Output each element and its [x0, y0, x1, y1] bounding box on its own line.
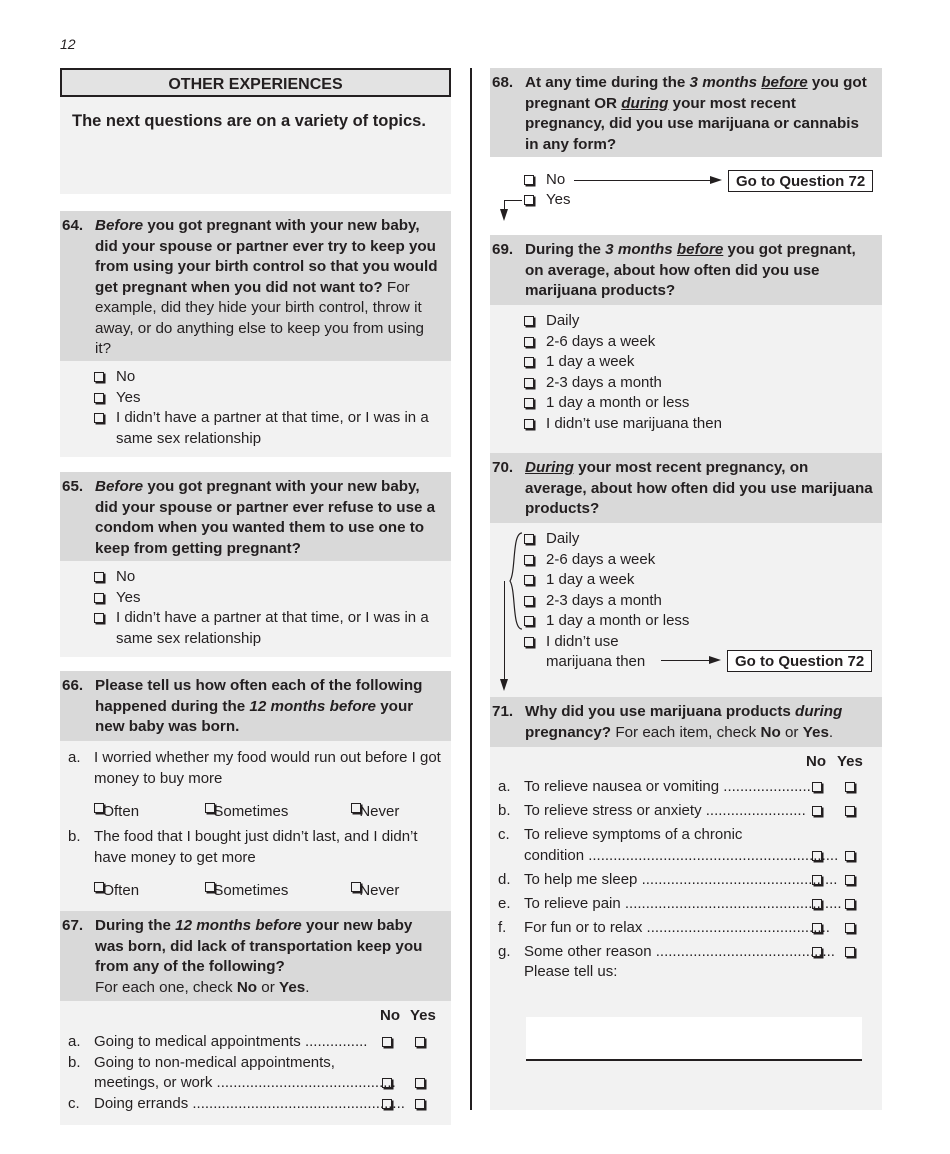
- q69-options: [490, 305, 882, 453]
- checkbox[interactable]: [94, 613, 104, 623]
- page-number: 12: [60, 36, 76, 52]
- q69-option-daily[interactable]: [490, 311, 882, 332]
- item-text: To relieve symptoms of a chronic: [524, 826, 743, 843]
- checkbox-yes[interactable]: [415, 1037, 425, 1047]
- option-label: Never: [359, 803, 400, 820]
- question-number: 69.: [492, 241, 514, 258]
- arrow-right-icon: [710, 176, 722, 184]
- item-letter: c.: [498, 826, 510, 843]
- question-text: At any time during the: [525, 74, 690, 91]
- emphasis: 3 months: [689, 74, 762, 91]
- checkbox[interactable]: [524, 616, 534, 626]
- checkbox[interactable]: [524, 398, 534, 408]
- q71-row-e: [490, 894, 882, 918]
- q64-option-yes[interactable]: [60, 388, 451, 409]
- option-never[interactable]: [351, 799, 400, 820]
- option-label: 2-3 days a month: [546, 373, 662, 391]
- checkbox-no[interactable]: [812, 782, 822, 792]
- checkbox[interactable]: [524, 637, 534, 647]
- item-text: To help me sleep ...............................................: [524, 870, 838, 888]
- q70-option-2-6-days[interactable]: [490, 550, 882, 571]
- option-label: Yes: [116, 388, 141, 406]
- checkbox[interactable]: [524, 378, 534, 388]
- question-70: [490, 453, 882, 523]
- item-text: Some other reason ...........................................: [524, 942, 835, 960]
- question-text: you got pregnant, on average, about how often did you use marijuana products?: [525, 241, 856, 299]
- question-text: During the: [95, 917, 176, 934]
- question-example: For example, did they hide your birth control, throw it away, or do anything else to keep you from using it?: [95, 278, 424, 357]
- emphasis: 12 months before: [175, 917, 302, 934]
- item-letter: b.: [68, 828, 81, 845]
- q69-option-2-6-days[interactable]: [490, 332, 882, 353]
- option-label: I didn’t have a partner at that time, or I was in a same sex relationship: [116, 609, 429, 647]
- question-64: [60, 211, 451, 361]
- q66-item-b: [60, 827, 451, 868]
- option-label: Often: [102, 882, 140, 899]
- left-column: [60, 68, 451, 1125]
- instruction-text: For each one, check: [95, 978, 237, 996]
- checkbox[interactable]: [524, 357, 534, 367]
- emphasis: 12 months before: [249, 697, 376, 715]
- skip-arrow-line: [574, 180, 710, 181]
- emphasis: Before: [95, 217, 144, 234]
- question-66: [60, 671, 451, 741]
- q71-row-b: [490, 801, 882, 825]
- question-text: you got pregnant with your new baby, did your spouse or partner ever try to keep you from using your birth control so that you would get pregnant when you did not want to?: [95, 217, 438, 296]
- checkbox[interactable]: [524, 596, 534, 606]
- q69-option-2-3-days-month[interactable]: [490, 373, 882, 394]
- item-letter: b.: [68, 1053, 81, 1071]
- question-67: [60, 911, 451, 1001]
- checkbox-no[interactable]: [382, 1078, 392, 1088]
- checkbox-no[interactable]: [812, 875, 822, 885]
- option-label: No: [546, 171, 566, 188]
- section-intro: The next questions are on a variety of topics.: [60, 97, 451, 194]
- section-title: OTHER EXPERIENCES: [60, 68, 451, 97]
- column-no: No: [380, 1007, 400, 1024]
- item-letter: c.: [68, 1094, 80, 1112]
- item-letter: g.: [498, 942, 511, 960]
- q68-option-yes[interactable]: [490, 190, 570, 211]
- q64-option-no[interactable]: [60, 367, 451, 388]
- q65-options: [60, 561, 451, 657]
- option-often[interactable]: [94, 799, 140, 820]
- checkbox[interactable]: [94, 593, 104, 603]
- q67-row-a: [60, 1032, 451, 1053]
- checkbox-no[interactable]: [812, 899, 822, 909]
- question-text: you got pregnant with your new baby, did your spouse or partner ever refuse to use a condom when you wanted them to use one to keep from getting pregnant?: [95, 478, 436, 557]
- goto-question-72[interactable]: Go to Question 72: [728, 170, 873, 192]
- item-letter: b.: [498, 802, 511, 819]
- option-label: Often: [102, 803, 140, 820]
- option-label: No: [116, 368, 136, 385]
- checkbox[interactable]: [94, 572, 104, 582]
- question-text: you got pregnant OR: [525, 74, 867, 112]
- option-label: No: [116, 568, 136, 585]
- checkbox[interactable]: [94, 393, 104, 403]
- q70-option-2-3-days-month[interactable]: [490, 591, 882, 612]
- item-text: Going to medical appointments ...............: [94, 1033, 368, 1050]
- instruction-text: For each item, check: [611, 723, 761, 741]
- q66-b-frequency: [60, 874, 451, 902]
- checkbox-no[interactable]: [812, 851, 822, 861]
- item-letter: a.: [498, 778, 511, 795]
- column-yes: Yes: [837, 753, 863, 770]
- option-label: 1 day a week: [546, 571, 635, 588]
- item-text: Going to non-medical appointments,: [94, 1053, 335, 1071]
- item-text: To relieve pain ....................................................: [524, 894, 842, 912]
- question-number: 64.: [62, 217, 84, 234]
- option-label: Yes: [116, 588, 141, 606]
- q67-row-c: [60, 1094, 451, 1115]
- question-text: your new baby was born, did lack of transportation keep you from any of the following?: [95, 917, 423, 975]
- emphasis-underline: before: [676, 241, 724, 258]
- question-text: your most recent pregnancy, did you use marijuana or cannabis in any form?: [525, 94, 859, 153]
- question-text: your most recent pregnancy, on average, about how often did you use marijuana products?: [525, 459, 873, 517]
- option-sometimes[interactable]: [205, 878, 289, 899]
- checkbox-no[interactable]: [812, 923, 822, 933]
- column-divider: [470, 68, 472, 1110]
- q66-a-frequency: [60, 795, 451, 823]
- emphasis-underline: before: [761, 74, 808, 91]
- q69-option-1-day-month[interactable]: [490, 393, 882, 414]
- instruction-or: or: [257, 978, 280, 996]
- arrow-down-icon: [500, 209, 508, 221]
- checkbox[interactable]: [524, 419, 534, 429]
- emphasis: Before: [95, 478, 144, 495]
- option-label: I didn’t use: [546, 632, 619, 650]
- question-71: [490, 697, 882, 747]
- item-letter: d.: [498, 870, 511, 888]
- question-number: 68.: [492, 74, 514, 91]
- question-text: Please tell us how often each of the following happened during the: [95, 677, 423, 715]
- q71-row-c: [490, 825, 882, 846]
- question-text: pregnancy?: [525, 723, 612, 741]
- tell-us-label: Please tell us:: [524, 963, 618, 980]
- instruction-no: No: [236, 978, 258, 996]
- question-65: [60, 472, 451, 561]
- option-label: 2-6 days a week: [546, 332, 656, 350]
- question-number: 67.: [62, 917, 84, 934]
- q68-option-no[interactable]: [490, 170, 565, 191]
- question-text: your new baby was born.: [95, 697, 414, 735]
- bracket-icon: [508, 531, 524, 631]
- skip-arrow-line: [661, 660, 709, 661]
- checkbox[interactable]: [524, 575, 534, 585]
- checkbox-yes[interactable]: [845, 782, 855, 792]
- item-text: To relieve stress or anxiety ........................: [524, 802, 806, 819]
- option-label: Daily: [546, 312, 580, 329]
- q71-column-headers: [490, 753, 882, 775]
- option-label: Sometimes: [213, 803, 289, 820]
- option-label: 1 day a month or less: [546, 394, 690, 411]
- emphasis-underline: During: [525, 459, 574, 476]
- item-text: condition ............................................................: [524, 846, 839, 864]
- item-text: To relieve nausea or vomiting .....................: [524, 778, 811, 795]
- checkbox-yes[interactable]: [845, 875, 855, 885]
- checkbox-no[interactable]: [812, 806, 822, 816]
- option-often[interactable]: [94, 878, 140, 899]
- option-label: 2-3 days a month: [546, 591, 662, 609]
- option-label: I didn’t use marijuana then: [546, 414, 722, 432]
- q71-row-d: [490, 870, 882, 894]
- q66-items: [60, 741, 451, 911]
- checkbox[interactable]: [524, 555, 534, 565]
- q70-option-1-day-week[interactable]: [490, 570, 882, 591]
- q71-row-c-cont: [490, 846, 882, 870]
- instruction-or: or: [780, 723, 803, 741]
- branch-line: [504, 200, 522, 201]
- question-68: [490, 68, 882, 157]
- q66-item-a: [60, 748, 451, 789]
- option-never[interactable]: [351, 878, 400, 899]
- q70-option-daily[interactable]: [490, 529, 882, 550]
- question-number: 66.: [62, 677, 84, 694]
- q71-row-g: [490, 942, 882, 963]
- option-label: Yes: [546, 191, 571, 208]
- emphasis: during: [795, 703, 843, 720]
- option-label: Never: [359, 882, 400, 899]
- checkbox-yes[interactable]: [845, 899, 855, 909]
- q67-row-b-cont: [60, 1073, 451, 1094]
- q64-options: [60, 361, 451, 457]
- checkbox-no[interactable]: [812, 947, 822, 957]
- option-label: 1 day a week: [546, 353, 635, 370]
- question-number: 71.: [492, 703, 514, 720]
- item-letter: f.: [498, 918, 507, 936]
- checkbox-yes[interactable]: [845, 947, 855, 957]
- checkbox[interactable]: [524, 195, 534, 205]
- question-69: [490, 235, 882, 305]
- option-label: Daily: [546, 530, 580, 547]
- option-label: 1 day a month or less: [546, 612, 690, 629]
- q68-options: [490, 157, 882, 235]
- question-number: 65.: [62, 478, 84, 495]
- column-no: No: [806, 753, 826, 770]
- checkbox[interactable]: [524, 337, 534, 347]
- checkbox-yes[interactable]: [845, 923, 855, 933]
- instruction-end: .: [828, 723, 834, 741]
- emphasis: 3 months: [605, 241, 677, 258]
- goto-question-72[interactable]: Go to Question 72: [727, 650, 872, 672]
- q70-option-1-day-month[interactable]: [490, 611, 882, 632]
- checkbox[interactable]: [94, 413, 104, 423]
- checkbox-yes[interactable]: [415, 1078, 425, 1088]
- option-label: marijuana then: [546, 653, 646, 670]
- right-column: [490, 68, 882, 1110]
- question-text: Why did you use marijuana products: [525, 703, 796, 720]
- option-label: Sometimes: [213, 882, 289, 899]
- instruction-yes: Yes: [802, 723, 829, 741]
- item-letter: a.: [68, 749, 81, 766]
- instruction-no: No: [760, 723, 781, 741]
- emphasis-underline: during: [621, 94, 669, 112]
- q71-items: [490, 747, 882, 1110]
- item-letter: e.: [498, 894, 511, 912]
- item-text: meetings, or work ...........................................: [94, 1074, 396, 1091]
- option-sometimes[interactable]: [205, 799, 289, 820]
- instruction-end: .: [305, 978, 310, 996]
- checkbox[interactable]: [524, 534, 534, 544]
- checkbox-yes[interactable]: [845, 851, 855, 861]
- checkbox-yes[interactable]: [415, 1099, 425, 1109]
- item-text: I worried whether my food would run out before I got money to buy more: [94, 749, 441, 787]
- checkbox[interactable]: [524, 316, 534, 326]
- checkbox[interactable]: [94, 372, 104, 382]
- q67-column-headers: [60, 1005, 451, 1027]
- q65-option-no-partner[interactable]: [60, 608, 451, 649]
- checkbox-no[interactable]: [382, 1099, 392, 1109]
- column-yes: Yes: [410, 1007, 436, 1024]
- q67-row-b: [60, 1053, 451, 1074]
- q65-option-yes[interactable]: [60, 588, 451, 609]
- q69-option-1-day-week[interactable]: [490, 352, 882, 373]
- q70-options: [490, 523, 882, 697]
- other-reason-input[interactable]: [526, 1017, 862, 1061]
- checkbox[interactable]: [524, 175, 534, 185]
- item-letter: a.: [68, 1033, 81, 1050]
- checkbox-no[interactable]: [382, 1037, 392, 1047]
- option-label: 2-6 days a week: [546, 550, 656, 568]
- q65-option-no[interactable]: [60, 567, 451, 588]
- q64-option-no-partner[interactable]: [60, 408, 451, 449]
- arrow-down-icon: [500, 679, 508, 691]
- q71-tell-us: [490, 962, 882, 983]
- item-text: For fun or to relax ............................................: [524, 918, 830, 936]
- question-number: 70.: [492, 459, 514, 476]
- item-text: Doing errands ...................................................: [94, 1094, 405, 1112]
- item-text: The food that I bought just didn’t last, and I didn’t have money to get more: [94, 828, 418, 866]
- instruction-yes: Yes: [279, 978, 306, 996]
- q70-option-didnt-use[interactable]: [490, 632, 882, 653]
- branch-vertical-line: [504, 581, 505, 681]
- q71-row-f: [490, 918, 882, 942]
- checkbox-yes[interactable]: [845, 806, 855, 816]
- q67-items: [60, 1001, 451, 1125]
- q71-row-a: [490, 777, 882, 801]
- question-text: During the: [525, 241, 606, 258]
- arrow-right-icon: [709, 656, 721, 664]
- q69-option-didnt-use[interactable]: [490, 414, 882, 435]
- option-label: I didn’t have a partner at that time, or I was in a same sex relationship: [116, 409, 429, 447]
